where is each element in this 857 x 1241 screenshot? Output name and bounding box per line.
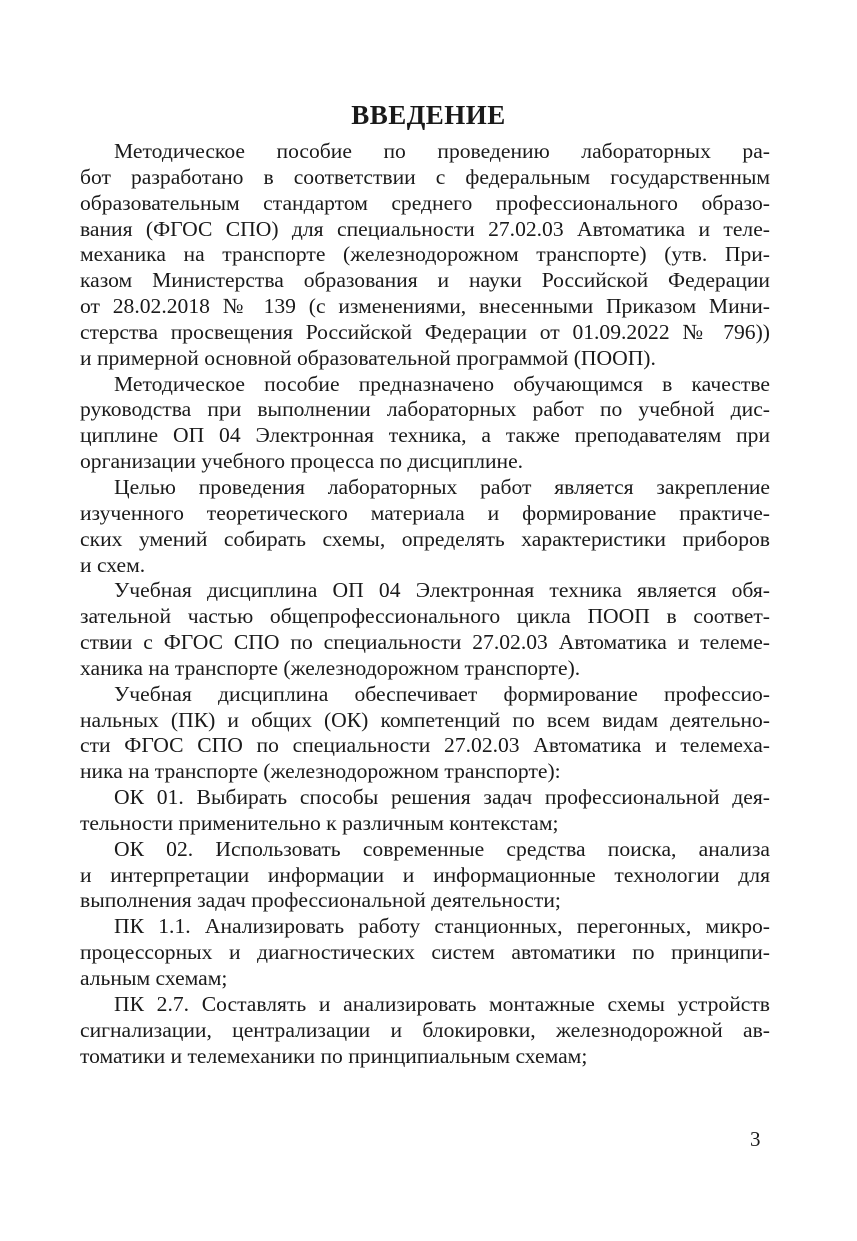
text-line: выполнения задач профессиональной деятельности; [80,888,561,913]
text-line: механика на транспорте (железнодорожном транспорте) (утв. При- [80,242,770,267]
text-line: процессорных и диагностических систем автоматики по принципи- [80,940,770,965]
text-line: тельности применительно к различным контекстам; [80,810,559,835]
text-line: сти ФГОС СПО по специальности 27.02.03 Автоматика и телемеха- [80,733,770,758]
text-line: стерства просвещения Российской Федерации от 01.09.2022 № 796)) [80,319,770,344]
text-line: ПК 2.7. Составлять и анализировать монтажные схемы устройств [114,991,770,1016]
page-number: 3 [750,1127,761,1151]
text-line: ханика на транспорте (железнодорожном транспорте). [80,655,581,680]
text-line: руководства при выполнении лабораторных работ по учебной дис- [80,397,770,422]
paragraph [80,578,770,681]
text-line: томатики и телемеханики по принципиальным схемам; [80,1043,588,1068]
paragraph [80,682,770,785]
text-line: Целью проведения лабораторных работ является закрепление [114,474,770,499]
text-line: Методическое пособие по проведению лабораторных ра- [114,139,770,163]
text-line: альным схемам; [80,966,228,990]
text-line: Методическое пособие предназначено обучающимся в качестве [114,371,770,396]
document-body [80,139,770,1069]
text-line: ПК 1.1. Анализировать работу станционных, перегонных, микро- [114,914,770,939]
text-line: от 28.02.2018 № 139 (с изменениями, внесенными Приказом Мини- [80,294,770,319]
text-line: бот разработано в соответствии с федеральным государственным [80,164,770,189]
paragraph [80,992,770,1070]
text-line: Учебная дисциплина обеспечивает формирование профессио- [114,681,770,706]
text-line: организации учебного процесса по дисциплине. [80,449,524,474]
paragraph [80,475,770,578]
text-line: ствии с ФГОС СПО по специальности 27.02.03 Автоматика и телеме- [80,630,770,655]
text-line: и интерпретации информации и информационные технологии для [80,862,770,887]
text-line: ских умений собирать схемы, определять характеристики приборов [80,526,770,551]
paragraph [80,837,770,915]
paragraph [80,785,770,837]
page-title: ВВЕДЕНИЕ [351,100,506,130]
paragraph [80,139,770,372]
text-line: и примерной основной образовательной программой (ПООП). [80,345,656,370]
text-line: казом Министерства образования и науки Российской Федерации [80,268,770,293]
text-line: нальных (ПК) и общих (ОК) компетенций по всем видам деятельно- [80,707,770,732]
text-line: сигнализации, централизации и блокировки, железнодорожной ав- [80,1017,770,1042]
paragraph [80,372,770,475]
text-line: циплине ОП 04 Электронная техника, а также преподавателям при [80,423,770,448]
text-line: изученного теоретического материала и формирование практиче- [80,500,770,525]
text-line: ника на транспорте (железнодорожном транспорте): [80,759,561,784]
text-line: ОК 02. Использовать современные средства поиска, анализа [114,836,770,861]
text-line: образовательным стандартом среднего профессионального образо- [80,190,770,215]
text-line: ОК 01. Выбирать способы решения задач профессиональной дея- [114,785,770,810]
text-line: и схем. [80,552,146,577]
text-line: зательной частью общепрофессионального цикла ПООП в соответ- [80,604,770,629]
text-line: вания (ФГОС СПО) для специальности 27.02.03 Автоматика и теле- [80,216,770,241]
paragraph [80,914,770,992]
text-line: Учебная дисциплина ОП 04 Электронная техника является обя- [114,578,770,603]
